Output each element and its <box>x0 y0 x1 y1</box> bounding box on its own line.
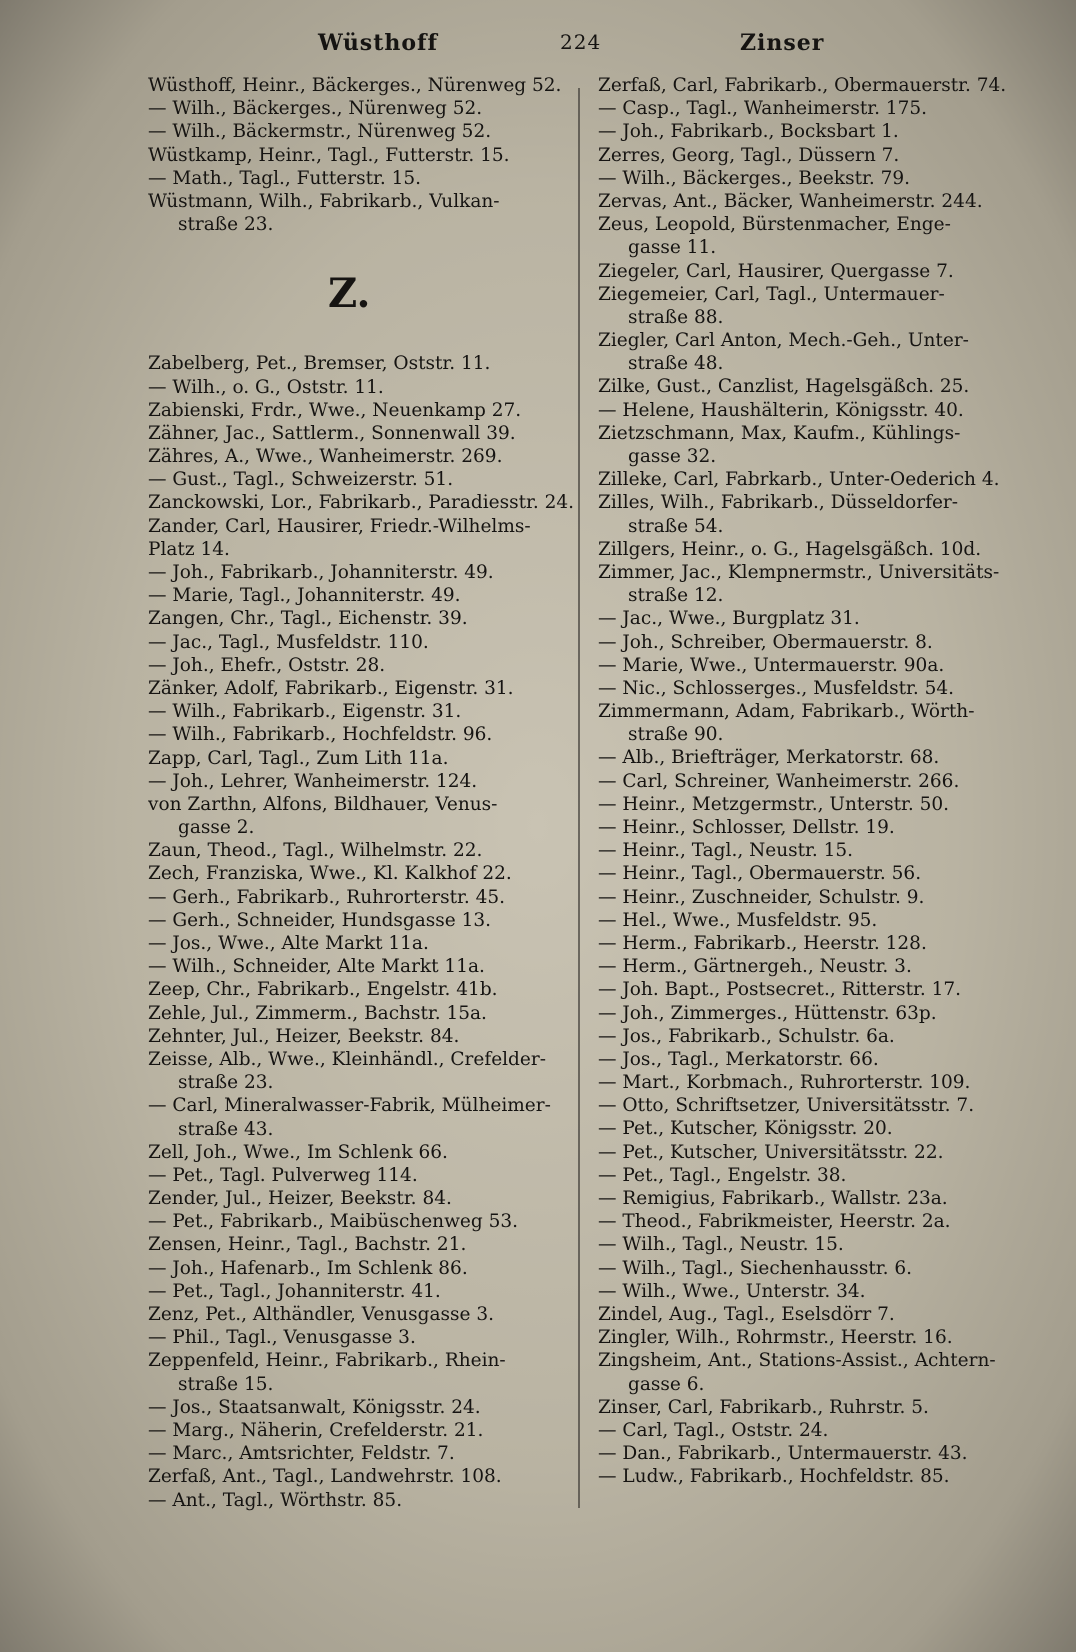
left-column <box>148 74 576 1512</box>
directory-entry: — Herm., Gärtnergeh., Neustr. 3. <box>598 956 912 978</box>
page-header <box>0 30 1076 70</box>
directory-entry: straße 23. <box>178 214 274 236</box>
directory-entry: straße 54. <box>628 515 724 537</box>
directory-entry: — Joh., Fabrikarb., Bocksbart 1. <box>598 121 899 143</box>
directory-entry: Zeppenfeld, Heinr., Fabrikarb., Rhein- <box>148 1350 506 1372</box>
directory-entry: Zaun, Theod., Tagl., Wilhelmstr. 22. <box>148 840 483 862</box>
directory-entry: — Pet., Kutscher, Universitätsstr. 22. <box>598 1141 944 1163</box>
directory-entry: Zilleke, Carl, Fabrkarb., Unter-Oederich 4. <box>598 469 1000 491</box>
directory-entry: Zähres, A., Wwe., Wanheimerstr. 269. <box>148 446 503 468</box>
directory-entry: — Joh. Bapt., Postsecret., Ritterstr. 17. <box>598 979 962 1001</box>
directory-entry: — Marg., Näherin, Crefelderstr. 21. <box>148 1419 484 1441</box>
directory-entry: Zensen, Heinr., Tagl., Bachstr. 21. <box>148 1234 467 1256</box>
directory-entry: — Dan., Fabrikarb., Untermauerstr. 43. <box>598 1443 968 1465</box>
directory-entry: — Jos., Wwe., Alte Markt 11a. <box>148 933 429 954</box>
section-letter-heading: Z. <box>328 270 371 318</box>
directory-entry: Zingsheim, Ant., Stations-Assist., Achtern- <box>598 1350 996 1372</box>
directory-entry: Zanckowski, Lor., Fabrikarb., Paradiesstr. 24. <box>148 492 575 514</box>
directory-entry: Zänker, Adolf, Fabrikarb., Eigenstr. 31. <box>148 677 514 699</box>
directory-entry: — Nic., Schlosserges., Musfeldstr. 54. <box>598 677 955 699</box>
right-column <box>598 74 1018 1488</box>
directory-entry: — Herm., Fabrikarb., Heerstr. 128. <box>598 932 927 954</box>
column-divider <box>578 88 580 1508</box>
directory-entry: Zender, Jul., Heizer, Beekstr. 84. <box>148 1188 452 1210</box>
directory-entry: Wüstmann, Wilh., Fabrikarb., Vulkan- <box>148 190 500 212</box>
directory-entry: Zeep, Chr., Fabrikarb., Engelstr. 41b. <box>148 979 498 1001</box>
directory-entry: — Joh., Ehefr., Oststr. 28. <box>148 654 386 676</box>
directory-entry: Ziegeler, Carl, Hausirer, Quergasse 7. <box>598 260 954 282</box>
directory-entry: — Joh., Hafenarb., Im Schlenk 86. <box>148 1257 468 1279</box>
directory-entry: Zimmer, Jac., Klempnermstr., Universitäts- <box>598 561 1000 583</box>
directory-entry: — Otto, Schriftsetzer, Universitätsstr. 7. <box>598 1095 975 1117</box>
page-number: 224 <box>560 30 602 54</box>
directory-entry: gasse 6. <box>628 1373 705 1395</box>
directory-entry: Platz 14. <box>148 538 230 560</box>
directory-entry: Zilke, Gust., Canzlist, Hagelsgäßch. 25. <box>598 376 970 398</box>
directory-entry: — Marie, Tagl., Johanniterstr. 49. <box>148 585 461 607</box>
directory-entry: Zell, Joh., Wwe., Im Schlenk 66. <box>148 1141 448 1163</box>
directory-entry: Zech, Franziska, Wwe., Kl. Kalkhof 22. <box>148 863 512 885</box>
directory-entry: Zeus, Leopold, Bürstenmacher, Enge- <box>598 214 951 236</box>
directory-entry: Zerfaß, Carl, Fabrikarb., Obermauerstr. 74. <box>598 75 1007 96</box>
directory-entry: Zindel, Aug., Tagl., Eselsdörr 7. <box>598 1303 895 1325</box>
directory-entry: — Wilh., Schneider, Alte Markt 11a. <box>148 956 485 978</box>
directory-entry: — Casp., Tagl., Wanheimerstr. 175. <box>598 98 928 120</box>
directory-entry: — Carl, Mineralwasser-Fabrik, Mülheimer- <box>148 1095 551 1117</box>
directory-entry: — Heinr., Zuschneider, Schulstr. 9. <box>598 886 925 908</box>
directory-entry: gasse 2. <box>178 817 255 839</box>
directory-entry: — Alb., Briefträger, Merkatorstr. 68. <box>598 747 940 769</box>
directory-entry: Zabelberg, Pet., Bremser, Oststr. 11. <box>148 353 491 375</box>
directory-entry: Zerres, Georg, Tagl., Düssern 7. <box>598 144 900 166</box>
directory-entry: Zehnter, Jul., Heizer, Beekstr. 84. <box>148 1025 460 1047</box>
directory-entry: — Theod., Fabrikmeister, Heerstr. 2a. <box>598 1211 951 1233</box>
directory-entry: — Pet., Tagl., Johanniterstr. 41. <box>148 1280 441 1302</box>
directory-entry: straße 48. <box>628 353 724 375</box>
directory-entry: Ziegler, Carl Anton, Mech.-Geh., Unter- <box>598 330 969 352</box>
directory-entry: — Wilh., Bäckerges., Beekstr. 79. <box>598 167 910 189</box>
directory-entry: straße 12. <box>628 585 724 607</box>
directory-entry: Wüstkamp, Heinr., Tagl., Futterstr. 15. <box>148 144 510 166</box>
directory-entry: — Marie, Wwe., Untermauerstr. 90a. <box>598 654 945 676</box>
directory-entry: Zietzschmann, Max, Kaufm., Kühlings- <box>598 422 961 444</box>
directory-entry: — Mart., Korbmach., Ruhrorterstr. 109. <box>598 1072 971 1094</box>
directory-entry: Zerfaß, Ant., Tagl., Landwehrstr. 108. <box>148 1466 502 1488</box>
directory-entry: — Wilh., Tagl., Neustr. 15. <box>598 1234 844 1256</box>
directory-entry: — Joh., Fabrikarb., Johanniterstr. 49. <box>148 562 494 583</box>
directory-entry: — Wilh., o. G., Oststr. 11. <box>148 376 384 398</box>
header-left-keyword: Wüsthoff <box>318 30 438 56</box>
directory-entry: Zähner, Jac., Sattlerm., Sonnenwall 39. <box>148 422 516 444</box>
directory-entry: — Joh., Zimmerges., Hüttenstr. 63p. <box>598 1002 937 1024</box>
directory-entry: von Zarthn, Alfons, Bildhauer, Venus- <box>148 793 498 815</box>
directory-entry: — Wilh., Bäckerges., Nürenweg 52. <box>148 98 483 120</box>
directory-entry: — Jac., Wwe., Burgplatz 31. <box>598 608 860 630</box>
directory-entry: — Pet., Tagl. Pulverweg 114. <box>148 1164 418 1186</box>
directory-entry: — Gerh., Fabrikarb., Ruhrorterstr. 45. <box>148 886 506 908</box>
directory-entry: Zeisse, Alb., Wwe., Kleinhändl., Crefelder- <box>148 1048 546 1070</box>
directory-entry: — Wilh., Wwe., Unterstr. 34. <box>598 1280 866 1302</box>
directory-entry: — Hel., Wwe., Musfeldstr. 95. <box>598 909 878 931</box>
directory-entry: Zangen, Chr., Tagl., Eichenstr. 39. <box>148 608 468 630</box>
directory-entry: — Helene, Haushälterin, Königsstr. 40. <box>598 399 964 421</box>
directory-entry: — Jos., Tagl., Merkatorstr. 66. <box>598 1048 879 1070</box>
directory-entry: — Wilh., Tagl., Siechenhausstr. 6. <box>598 1257 912 1279</box>
directory-entry: — Pet., Fabrikarb., Maibüschenweg 53. <box>148 1211 519 1233</box>
directory-entry: — Wilh., Fabrikarb., Hochfeldstr. 96. <box>148 724 493 746</box>
directory-entry: — Phil., Tagl., Venusgasse 3. <box>148 1327 416 1349</box>
directory-entry: — Carl, Schreiner, Wanheimerstr. 266. <box>598 770 960 792</box>
header-right-keyword: Zinser <box>740 30 825 56</box>
directory-entry: Zenz, Pet., Althändler, Venusgasse 3. <box>148 1304 494 1325</box>
directory-entry: straße 90. <box>628 724 724 746</box>
directory-entry: Zilles, Wilh., Fabrikarb., Düsseldorfer- <box>598 492 958 514</box>
directory-entry: — Heinr., Schlosser, Dellstr. 19. <box>598 817 895 838</box>
directory-entry: — Joh., Lehrer, Wanheimerstr. 124. <box>148 770 478 792</box>
directory-entry: Zapp, Carl, Tagl., Zum Lith 11a. <box>148 747 449 769</box>
directory-entry: — Marc., Amtsrichter, Feldstr. 7. <box>148 1443 455 1465</box>
directory-entry: — Joh., Schreiber, Obermauerstr. 8. <box>598 631 933 653</box>
directory-entry: straße 88. <box>628 306 724 328</box>
directory-entry: — Remigius, Fabrikarb., Wallstr. 23a. <box>598 1188 948 1209</box>
directory-entry: Zehle, Jul., Zimmerm., Bachstr. 15a. <box>148 1002 487 1024</box>
directory-entry: — Wilh., Bäckermstr., Nürenweg 52. <box>148 121 492 143</box>
directory-entry: — Ant., Tagl., Wörthstr. 85. <box>148 1489 403 1511</box>
directory-entry: — Math., Tagl., Futterstr. 15. <box>148 167 422 189</box>
directory-entry: — Heinr., Metzgermstr., Unterstr. 50. <box>598 793 950 815</box>
directory-entry: gasse 32. <box>628 446 717 467</box>
directory-entry: — Pet., Kutscher, Königsstr. 20. <box>598 1118 893 1140</box>
directory-entry: — Ludw., Fabrikarb., Hochfeldstr. 85. <box>598 1466 950 1488</box>
directory-entry: Zervas, Ant., Bäcker, Wanheimerstr. 244. <box>598 190 983 212</box>
directory-entry: — Gust., Tagl., Schweizerstr. 51. <box>148 469 454 491</box>
directory-entry: — Heinr., Tagl., Neustr. 15. <box>598 840 854 862</box>
directory-entry: — Gerh., Schneider, Hundsgasse 13. <box>148 909 492 931</box>
directory-entry: straße 23. <box>178 1072 274 1094</box>
directory-entry: — Jos., Fabrikarb., Schulstr. 6a. <box>598 1025 895 1047</box>
directory-entry: Ziegemeier, Carl, Tagl., Untermauer- <box>598 283 945 305</box>
directory-entry: Zinser, Carl, Fabrikarb., Ruhrstr. 5. <box>598 1396 929 1418</box>
directory-entry: Zander, Carl, Hausirer, Friedr.-Wilhelms- <box>148 515 531 537</box>
directory-entry: Zingler, Wilh., Rohrmstr., Heerstr. 16. <box>598 1327 953 1349</box>
directory-entry: straße 43. <box>178 1118 274 1140</box>
directory-entry: — Jos., Staatsanwalt, Königsstr. 24. <box>148 1396 481 1418</box>
directory-entry: Zabienski, Frdr., Wwe., Neuenkamp 27. <box>148 399 522 421</box>
directory-entry: — Heinr., Tagl., Obermauerstr. 56. <box>598 863 922 885</box>
directory-entry: Wüsthoff, Heinr., Bäckerges., Nürenweg 52. <box>148 75 562 96</box>
directory-entry: Zillgers, Heinr., o. G., Hagelsgäßch. 10d. <box>598 538 982 560</box>
directory-entry: straße 15. <box>178 1373 274 1395</box>
directory-entry: — Carl, Tagl., Oststr. 24. <box>598 1419 829 1441</box>
directory-entry: gasse 11. <box>628 237 717 259</box>
directory-entry: — Pet., Tagl., Engelstr. 38. <box>598 1164 847 1186</box>
directory-entry: — Jac., Tagl., Musfeldstr. 110. <box>148 631 429 653</box>
directory-entry: Zimmermann, Adam, Fabrikarb., Wörth- <box>598 701 975 723</box>
directory-entry: — Wilh., Fabrikarb., Eigenstr. 31. <box>148 701 462 723</box>
